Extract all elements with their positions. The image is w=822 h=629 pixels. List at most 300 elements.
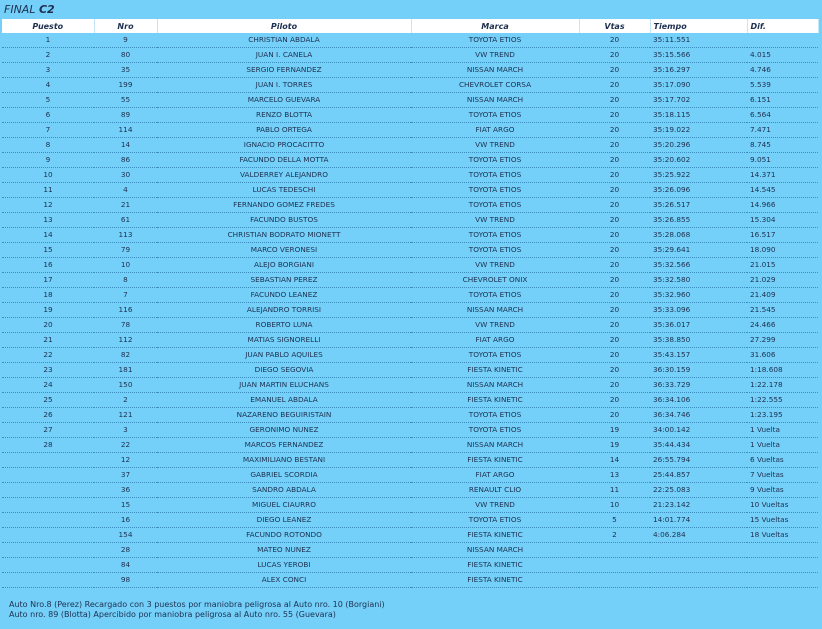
- cell-puesto: 21: [2, 333, 94, 348]
- cell-nro: 79: [94, 243, 157, 258]
- cell-nro: 15: [94, 498, 157, 513]
- cell-dif: 1 Vuelta: [747, 438, 818, 453]
- cell-tiempo: 36:33.729: [650, 378, 747, 393]
- cell-nro: 113: [94, 228, 157, 243]
- cell-vtas: 20: [579, 258, 650, 273]
- cell-nro: 30: [94, 168, 157, 183]
- cell-puesto: 27: [2, 423, 94, 438]
- title-category: C2: [38, 3, 55, 16]
- cell-dif: [747, 33, 818, 48]
- cell-vtas: 20: [579, 393, 650, 408]
- cell-marca: FIAT ARGO: [411, 123, 579, 138]
- cell-piloto: FERNANDO GOMEZ FREDES: [157, 198, 411, 213]
- cell-puesto: [2, 543, 94, 558]
- cell-piloto: IGNACIO PROCACITTO: [157, 138, 411, 153]
- cell-tiempo: 36:34.746: [650, 408, 747, 423]
- cell-puesto: 14: [2, 228, 94, 243]
- cell-dif: 21.029: [747, 273, 818, 288]
- table-row: [2, 273, 818, 288]
- cell-marca: NISSAN MARCH: [411, 303, 579, 318]
- cell-tiempo: 36:30.159: [650, 363, 747, 378]
- cell-tiempo: 21:23.142: [650, 498, 747, 513]
- cell-marca: TOYOTA ETIOS: [411, 423, 579, 438]
- cell-tiempo: 35:33.096: [650, 303, 747, 318]
- cell-nro: 82: [94, 348, 157, 363]
- cell-tiempo: 35:32.580: [650, 273, 747, 288]
- cell-dif: 21.545: [747, 303, 818, 318]
- col-header-tiempo: Tiempo: [650, 19, 747, 33]
- cell-vtas: [579, 573, 650, 588]
- cell-piloto: MATIAS SIGNORELLI: [157, 333, 411, 348]
- col-header-piloto: Piloto: [157, 19, 411, 33]
- cell-dif: 1 Vuelta: [747, 423, 818, 438]
- cell-vtas: 20: [579, 363, 650, 378]
- cell-marca: VW TREND: [411, 138, 579, 153]
- cell-nro: 7: [94, 288, 157, 303]
- cell-nro: 22: [94, 438, 157, 453]
- cell-puesto: 24: [2, 378, 94, 393]
- cell-puesto: 25: [2, 393, 94, 408]
- cell-tiempo: [650, 543, 747, 558]
- cell-tiempo: 4:06.284: [650, 528, 747, 543]
- cell-marca: CHEVROLET CORSA: [411, 78, 579, 93]
- cell-dif: 21.015: [747, 258, 818, 273]
- cell-tiempo: 35:16.297: [650, 63, 747, 78]
- cell-nro: 3: [94, 423, 157, 438]
- cell-piloto: LUCAS YEROBI: [157, 558, 411, 573]
- cell-marca: TOYOTA ETIOS: [411, 33, 579, 48]
- table-row: [2, 258, 818, 273]
- cell-marca: TOYOTA ETIOS: [411, 513, 579, 528]
- cell-dif: [747, 543, 818, 558]
- cell-dif: 10 Vueltas: [747, 498, 818, 513]
- cell-marca: CHEVROLET ONIX: [411, 273, 579, 288]
- cell-dif: 6.564: [747, 108, 818, 123]
- cell-piloto: FACUNDO ROTONDO: [157, 528, 411, 543]
- cell-vtas: 20: [579, 63, 650, 78]
- cell-vtas: 19: [579, 423, 650, 438]
- cell-puesto: 13: [2, 213, 94, 228]
- cell-marca: VW TREND: [411, 48, 579, 63]
- cell-piloto: MARCOS FERNANDEZ: [157, 438, 411, 453]
- table-row: [2, 288, 818, 303]
- cell-vtas: [579, 558, 650, 573]
- cell-tiempo: 35:26.855: [650, 213, 747, 228]
- cell-puesto: 9: [2, 153, 94, 168]
- cell-piloto: JUAN I. CANELA: [157, 48, 411, 63]
- cell-tiempo: [650, 558, 747, 573]
- cell-puesto: 5: [2, 93, 94, 108]
- cell-marca: NISSAN MARCH: [411, 438, 579, 453]
- cell-piloto: LUCAS TEDESCHI: [157, 183, 411, 198]
- cell-marca: TOYOTA ETIOS: [411, 228, 579, 243]
- cell-tiempo: 35:25.922: [650, 168, 747, 183]
- cell-tiempo: 35:26.096: [650, 183, 747, 198]
- cell-dif: 15 Vueltas: [747, 513, 818, 528]
- cell-dif: 21.409: [747, 288, 818, 303]
- cell-puesto: 16: [2, 258, 94, 273]
- cell-vtas: 20: [579, 228, 650, 243]
- cell-puesto: [2, 498, 94, 513]
- cell-vtas: 20: [579, 288, 650, 303]
- cell-piloto: JUAN I. TORRES: [157, 78, 411, 93]
- title-prefix: FINAL: [4, 3, 36, 16]
- cell-tiempo: 35:20.296: [650, 138, 747, 153]
- cell-puesto: 4: [2, 78, 94, 93]
- cell-nro: 98: [94, 573, 157, 588]
- cell-puesto: [2, 513, 94, 528]
- cell-dif: 14.545: [747, 183, 818, 198]
- cell-puesto: 12: [2, 198, 94, 213]
- cell-vtas: 19: [579, 438, 650, 453]
- cell-piloto: MARCO VERONESI: [157, 243, 411, 258]
- cell-puesto: 10: [2, 168, 94, 183]
- cell-nro: 199: [94, 78, 157, 93]
- cell-vtas: 20: [579, 48, 650, 63]
- cell-vtas: 20: [579, 318, 650, 333]
- cell-puesto: 2: [2, 48, 94, 63]
- cell-marca: TOYOTA ETIOS: [411, 288, 579, 303]
- cell-puesto: [2, 528, 94, 543]
- cell-marca: FIESTA KINETIC: [411, 363, 579, 378]
- cell-tiempo: 35:17.702: [650, 93, 747, 108]
- cell-marca: FIESTA KINETIC: [411, 528, 579, 543]
- cell-tiempo: 35:15.566: [650, 48, 747, 63]
- cell-piloto: JUAN PABLO AQUILES: [157, 348, 411, 363]
- cell-dif: 4.746: [747, 63, 818, 78]
- table-body: [2, 33, 818, 588]
- cell-tiempo: 35:38.850: [650, 333, 747, 348]
- cell-tiempo: 35:26.517: [650, 198, 747, 213]
- table-row: [2, 573, 818, 588]
- table-row: [2, 198, 818, 213]
- cell-vtas: 20: [579, 333, 650, 348]
- cell-vtas: [579, 543, 650, 558]
- table-row: [2, 153, 818, 168]
- cell-tiempo: 34:00.142: [650, 423, 747, 438]
- cell-piloto: CHRISTIAN BODRATO MIONETT: [157, 228, 411, 243]
- table-row: [2, 93, 818, 108]
- cell-tiempo: 35:28.068: [650, 228, 747, 243]
- table-row: [2, 78, 818, 93]
- cell-marca: FIESTA KINETIC: [411, 573, 579, 588]
- note-line: Auto Nro.8 (Perez) Recargado con 3 puestos por maniobra peligrosa al Auto nro. 10 (Borgiani): [9, 600, 385, 609]
- cell-puesto: 20: [2, 318, 94, 333]
- cell-piloto: CHRISTIAN ABDALA: [157, 33, 411, 48]
- cell-piloto: GABRIEL SCORDIA: [157, 468, 411, 483]
- cell-nro: 80: [94, 48, 157, 63]
- cell-vtas: 20: [579, 198, 650, 213]
- cell-vtas: 10: [579, 498, 650, 513]
- cell-nro: 150: [94, 378, 157, 393]
- cell-piloto: DIEGO LEANEZ: [157, 513, 411, 528]
- cell-puesto: 19: [2, 303, 94, 318]
- table-row: [2, 528, 818, 543]
- cell-vtas: 20: [579, 168, 650, 183]
- table-row: [2, 363, 818, 378]
- cell-vtas: 13: [579, 468, 650, 483]
- cell-marca: TOYOTA ETIOS: [411, 243, 579, 258]
- cell-puesto: 17: [2, 273, 94, 288]
- cell-vtas: 20: [579, 108, 650, 123]
- cell-piloto: NAZARENO BEGUIRISTAIN: [157, 408, 411, 423]
- cell-dif: 18.090: [747, 243, 818, 258]
- cell-vtas: 2: [579, 528, 650, 543]
- table-row: [2, 543, 818, 558]
- cell-dif: 7 Vueltas: [747, 468, 818, 483]
- table-row: [2, 483, 818, 498]
- cell-dif: 1:22.178: [747, 378, 818, 393]
- cell-dif: 14.966: [747, 198, 818, 213]
- cell-vtas: 20: [579, 93, 650, 108]
- cell-dif: 9 Vueltas: [747, 483, 818, 498]
- cell-tiempo: 26:55.794: [650, 453, 747, 468]
- cell-vtas: 20: [579, 123, 650, 138]
- cell-piloto: ALEJANDRO TORRISI: [157, 303, 411, 318]
- cell-piloto: FACUNDO DELLA MOTTA: [157, 153, 411, 168]
- cell-vtas: 20: [579, 303, 650, 318]
- cell-vtas: 20: [579, 273, 650, 288]
- cell-piloto: SANDRO ABDALA: [157, 483, 411, 498]
- cell-dif: 5.539: [747, 78, 818, 93]
- cell-piloto: MARCELO GUEVARA: [157, 93, 411, 108]
- table-row: [2, 63, 818, 78]
- cell-piloto: FACUNDO LEANEZ: [157, 288, 411, 303]
- cell-puesto: [2, 453, 94, 468]
- cell-dif: [747, 573, 818, 588]
- cell-marca: TOYOTA ETIOS: [411, 348, 579, 363]
- cell-vtas: 14: [579, 453, 650, 468]
- cell-vtas: 20: [579, 378, 650, 393]
- cell-dif: 7.471: [747, 123, 818, 138]
- cell-puesto: 28: [2, 438, 94, 453]
- cell-nro: 55: [94, 93, 157, 108]
- table-row: [2, 183, 818, 198]
- cell-nro: 112: [94, 333, 157, 348]
- cell-tiempo: 35:44.434: [650, 438, 747, 453]
- cell-marca: FIAT ARGO: [411, 468, 579, 483]
- cell-dif: 1:18.608: [747, 363, 818, 378]
- table-row: [2, 123, 818, 138]
- cell-dif: 8.745: [747, 138, 818, 153]
- table-row: [2, 558, 818, 573]
- table-row: [2, 108, 818, 123]
- cell-tiempo: 35:32.960: [650, 288, 747, 303]
- cell-tiempo: [650, 573, 747, 588]
- col-header-nro: Nro: [94, 19, 157, 33]
- cell-piloto: ALEJO BORGIANI: [157, 258, 411, 273]
- cell-dif: 1:22.555: [747, 393, 818, 408]
- cell-vtas: 20: [579, 348, 650, 363]
- cell-puesto: 7: [2, 123, 94, 138]
- table-row: [2, 168, 818, 183]
- cell-tiempo: 35:17.090: [650, 78, 747, 93]
- cell-dif: 4.015: [747, 48, 818, 63]
- cell-tiempo: 36:34.106: [650, 393, 747, 408]
- results-table: [2, 19, 819, 588]
- cell-dif: 18 Vueltas: [747, 528, 818, 543]
- cell-vtas: 20: [579, 138, 650, 153]
- table-row: [2, 48, 818, 63]
- cell-marca: NISSAN MARCH: [411, 63, 579, 78]
- cell-marca: TOYOTA ETIOS: [411, 198, 579, 213]
- table-row: [2, 408, 818, 423]
- cell-tiempo: 35:43.157: [650, 348, 747, 363]
- cell-vtas: 5: [579, 513, 650, 528]
- cell-piloto: JUAN MARTIN ELUCHANS: [157, 378, 411, 393]
- cell-piloto: SEBASTIAN PEREZ: [157, 273, 411, 288]
- cell-nro: 14: [94, 138, 157, 153]
- cell-puesto: [2, 468, 94, 483]
- cell-puesto: 11: [2, 183, 94, 198]
- cell-piloto: MIGUEL CIAURRO: [157, 498, 411, 513]
- cell-tiempo: 25:44.857: [650, 468, 747, 483]
- cell-puesto: 1: [2, 33, 94, 48]
- cell-piloto: MATEO NUNEZ: [157, 543, 411, 558]
- table-row: [2, 453, 818, 468]
- table-row: [2, 33, 818, 48]
- table-row: [2, 243, 818, 258]
- cell-marca: TOYOTA ETIOS: [411, 183, 579, 198]
- cell-vtas: 20: [579, 408, 650, 423]
- cell-vtas: 11: [579, 483, 650, 498]
- cell-marca: NISSAN MARCH: [411, 93, 579, 108]
- cell-piloto: FACUNDO BUSTOS: [157, 213, 411, 228]
- cell-nro: 121: [94, 408, 157, 423]
- cell-marca: TOYOTA ETIOS: [411, 153, 579, 168]
- cell-tiempo: 35:32.566: [650, 258, 747, 273]
- cell-tiempo: 35:19.022: [650, 123, 747, 138]
- cell-nro: 61: [94, 213, 157, 228]
- cell-puesto: 18: [2, 288, 94, 303]
- table-row: [2, 228, 818, 243]
- cell-nro: 2: [94, 393, 157, 408]
- cell-marca: NISSAN MARCH: [411, 378, 579, 393]
- table-row: [2, 333, 818, 348]
- cell-puesto: 26: [2, 408, 94, 423]
- cell-marca: NISSAN MARCH: [411, 543, 579, 558]
- cell-vtas: 20: [579, 33, 650, 48]
- cell-marca: RENAULT CLIO: [411, 483, 579, 498]
- table-row: [2, 438, 818, 453]
- cell-nro: 86: [94, 153, 157, 168]
- race-notes: [9, 600, 385, 620]
- cell-puesto: 3: [2, 63, 94, 78]
- cell-nro: 8: [94, 273, 157, 288]
- cell-puesto: 8: [2, 138, 94, 153]
- table-row: [2, 423, 818, 438]
- cell-vtas: 20: [579, 183, 650, 198]
- cell-piloto: MAXIMILIANO BESTANI: [157, 453, 411, 468]
- col-header-puesto: Puesto: [2, 19, 94, 33]
- cell-tiempo: 35:29.641: [650, 243, 747, 258]
- cell-piloto: RENZO BLOTTA: [157, 108, 411, 123]
- cell-puesto: [2, 558, 94, 573]
- cell-nro: 78: [94, 318, 157, 333]
- cell-marca: TOYOTA ETIOS: [411, 168, 579, 183]
- cell-marca: VW TREND: [411, 213, 579, 228]
- table-row: [2, 318, 818, 333]
- cell-tiempo: 22:25.083: [650, 483, 747, 498]
- table-row: [2, 348, 818, 363]
- cell-dif: 14.371: [747, 168, 818, 183]
- cell-dif: 6.151: [747, 93, 818, 108]
- cell-nro: 35: [94, 63, 157, 78]
- cell-nro: 89: [94, 108, 157, 123]
- cell-puesto: [2, 573, 94, 588]
- cell-tiempo: 35:20.602: [650, 153, 747, 168]
- cell-dif: 31.606: [747, 348, 818, 363]
- cell-piloto: EMANUEL ABDALA: [157, 393, 411, 408]
- cell-puesto: 6: [2, 108, 94, 123]
- cell-nro: 154: [94, 528, 157, 543]
- cell-dif: 9.051: [747, 153, 818, 168]
- cell-tiempo: 14:01.774: [650, 513, 747, 528]
- cell-piloto: DIEGO SEGOVIA: [157, 363, 411, 378]
- cell-marca: VW TREND: [411, 258, 579, 273]
- cell-piloto: VALDERREY ALEJANDRO: [157, 168, 411, 183]
- cell-nro: 4: [94, 183, 157, 198]
- cell-dif: 1:23.195: [747, 408, 818, 423]
- cell-piloto: ALEX CONCI: [157, 573, 411, 588]
- cell-nro: 114: [94, 123, 157, 138]
- cell-nro: 16: [94, 513, 157, 528]
- cell-nro: 28: [94, 543, 157, 558]
- cell-nro: 36: [94, 483, 157, 498]
- cell-nro: 10: [94, 258, 157, 273]
- cell-vtas: 20: [579, 213, 650, 228]
- col-header-vtas: Vtas: [579, 19, 650, 33]
- col-header-dif: Dif.: [747, 19, 818, 33]
- cell-piloto: GERONIMO NUNEZ: [157, 423, 411, 438]
- cell-vtas: 20: [579, 153, 650, 168]
- cell-marca: FIESTA KINETIC: [411, 393, 579, 408]
- cell-marca: FIAT ARGO: [411, 333, 579, 348]
- cell-nro: 21: [94, 198, 157, 213]
- cell-tiempo: 35:11.551: [650, 33, 747, 48]
- cell-nro: 9: [94, 33, 157, 48]
- cell-marca: VW TREND: [411, 318, 579, 333]
- page-title: [0, 0, 822, 19]
- cell-dif: 27.299: [747, 333, 818, 348]
- cell-puesto: 22: [2, 348, 94, 363]
- table-row: [2, 213, 818, 228]
- cell-piloto: ROBERTO LUNA: [157, 318, 411, 333]
- table-row: [2, 378, 818, 393]
- cell-dif: 16.517: [747, 228, 818, 243]
- cell-piloto: SERGIO FERNANDEZ: [157, 63, 411, 78]
- cell-piloto: PABLO ORTEGA: [157, 123, 411, 138]
- cell-marca: FIESTA KINETIC: [411, 453, 579, 468]
- col-header-marca: Marca: [411, 19, 579, 33]
- cell-vtas: 20: [579, 78, 650, 93]
- table-row: [2, 498, 818, 513]
- cell-tiempo: 35:36.017: [650, 318, 747, 333]
- cell-dif: [747, 558, 818, 573]
- cell-marca: FIESTA KINETIC: [411, 558, 579, 573]
- table-row: [2, 393, 818, 408]
- cell-marca: TOYOTA ETIOS: [411, 108, 579, 123]
- table-header-row: [2, 19, 818, 33]
- table-row: [2, 303, 818, 318]
- cell-puesto: 23: [2, 363, 94, 378]
- cell-nro: 37: [94, 468, 157, 483]
- cell-nro: 181: [94, 363, 157, 378]
- cell-dif: 15.304: [747, 213, 818, 228]
- note-line: Auto nro. 89 (Blotta) Apercibido por maniobra peligrosa al Auto nro. 55 (Guevara): [9, 610, 336, 619]
- cell-puesto: [2, 483, 94, 498]
- cell-tiempo: 35:18.115: [650, 108, 747, 123]
